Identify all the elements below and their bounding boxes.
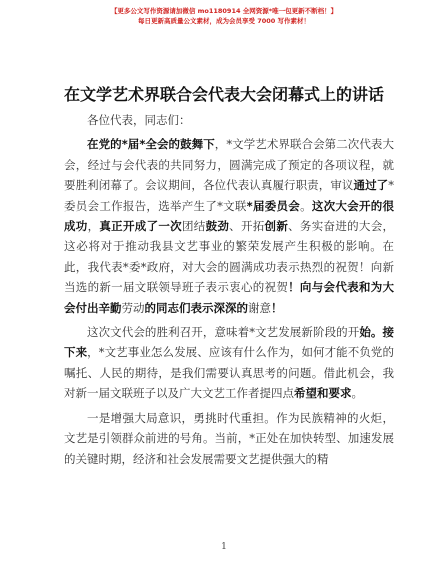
paragraph-3 (64, 408, 394, 469)
promo-banner (0, 6, 448, 26)
text-run: 这次文代会的胜利召开，意味着*文艺发展新阶段的开 (87, 325, 360, 340)
text-run: 、务实奋进的大会，这必将对于推动我县文艺事业的繁荣发展产生积极的影响。在此，我代表*委*政府，对大会的圆满成功表示热烈的祝贺！向新当选的新一届文联领导班子表示衷心的祝贺 (64, 219, 395, 295)
emphasized-text: 创新 (264, 219, 289, 234)
text-run: *委员会工作报告，选举产生了*文联 (64, 178, 395, 213)
emphasized-text: 的同志们表示深深的 (144, 300, 248, 315)
text-run: 。 (351, 386, 363, 401)
promo-banner-line-2: 每日更新高质量公文素材，成为会员享受 7000 写作素材！ (137, 17, 311, 25)
page-number: 1 (221, 542, 227, 552)
text-run: ， (87, 219, 100, 234)
document-title: 在文学艺术界联合会代表大会闭幕式上的讲话 (63, 85, 384, 104)
emphasized-text: 希望和要求 (294, 386, 352, 401)
paragraph-2 (64, 322, 394, 404)
emphasized-text: ！ (271, 300, 283, 315)
text-run: 劳动 (121, 300, 145, 315)
paragraph-1 (64, 134, 394, 318)
text-run: 一是增强大局意识，勇挑时代重担。作为民族精神的火炬，文艺是引领群众前进的号角。当前，*正处在加快转型、加速发展的关键时期，经济和社会发展需要文艺提供强大的精 (64, 410, 394, 466)
text-run: ，*文艺事业怎么发展、应该有什么作为，如何才能不负党的嘱托、人民的期待，是我们需要认真思考的问题。借此机会，我对新一届文联班子以及广大文艺工作者提四点 (64, 345, 395, 401)
emphasized-text: 始。接下来 (64, 325, 395, 360)
emphasized-text: 通过了 (353, 178, 389, 193)
salutation: 各位代表，同志们： (87, 113, 191, 127)
text-run: 。 (300, 198, 312, 213)
emphasized-text: *届委员会 (246, 198, 301, 213)
emphasized-text: 真正开成了一次 (99, 219, 182, 234)
emphasized-text: 鼓劲 (205, 219, 230, 234)
text-run: 团结 (181, 219, 206, 234)
emphasized-text: ！向与会代表和为大会付出辛勤 (64, 280, 395, 315)
document-body (64, 110, 394, 469)
text-run: ，*文学艺术界联合会第二次代表大会，经过与会代表的共同努力，圆满完成了预定的各项议程，就要胜利闭幕了。会议期间，各位代表认真履行职责，审议 (64, 137, 395, 193)
text-run: 谢意 (248, 300, 271, 315)
emphasized-text: 在党的*届*全会的鼓舞下 (87, 137, 215, 152)
text-run: 、开拓 (229, 219, 265, 234)
emphasized-text: 这次大会开的很成功 (64, 198, 395, 234)
promo-banner-line-1: 【更多公文写作资源请加微信 mo1180914 全网资源*唯一包更新不断档！】 (110, 7, 338, 15)
